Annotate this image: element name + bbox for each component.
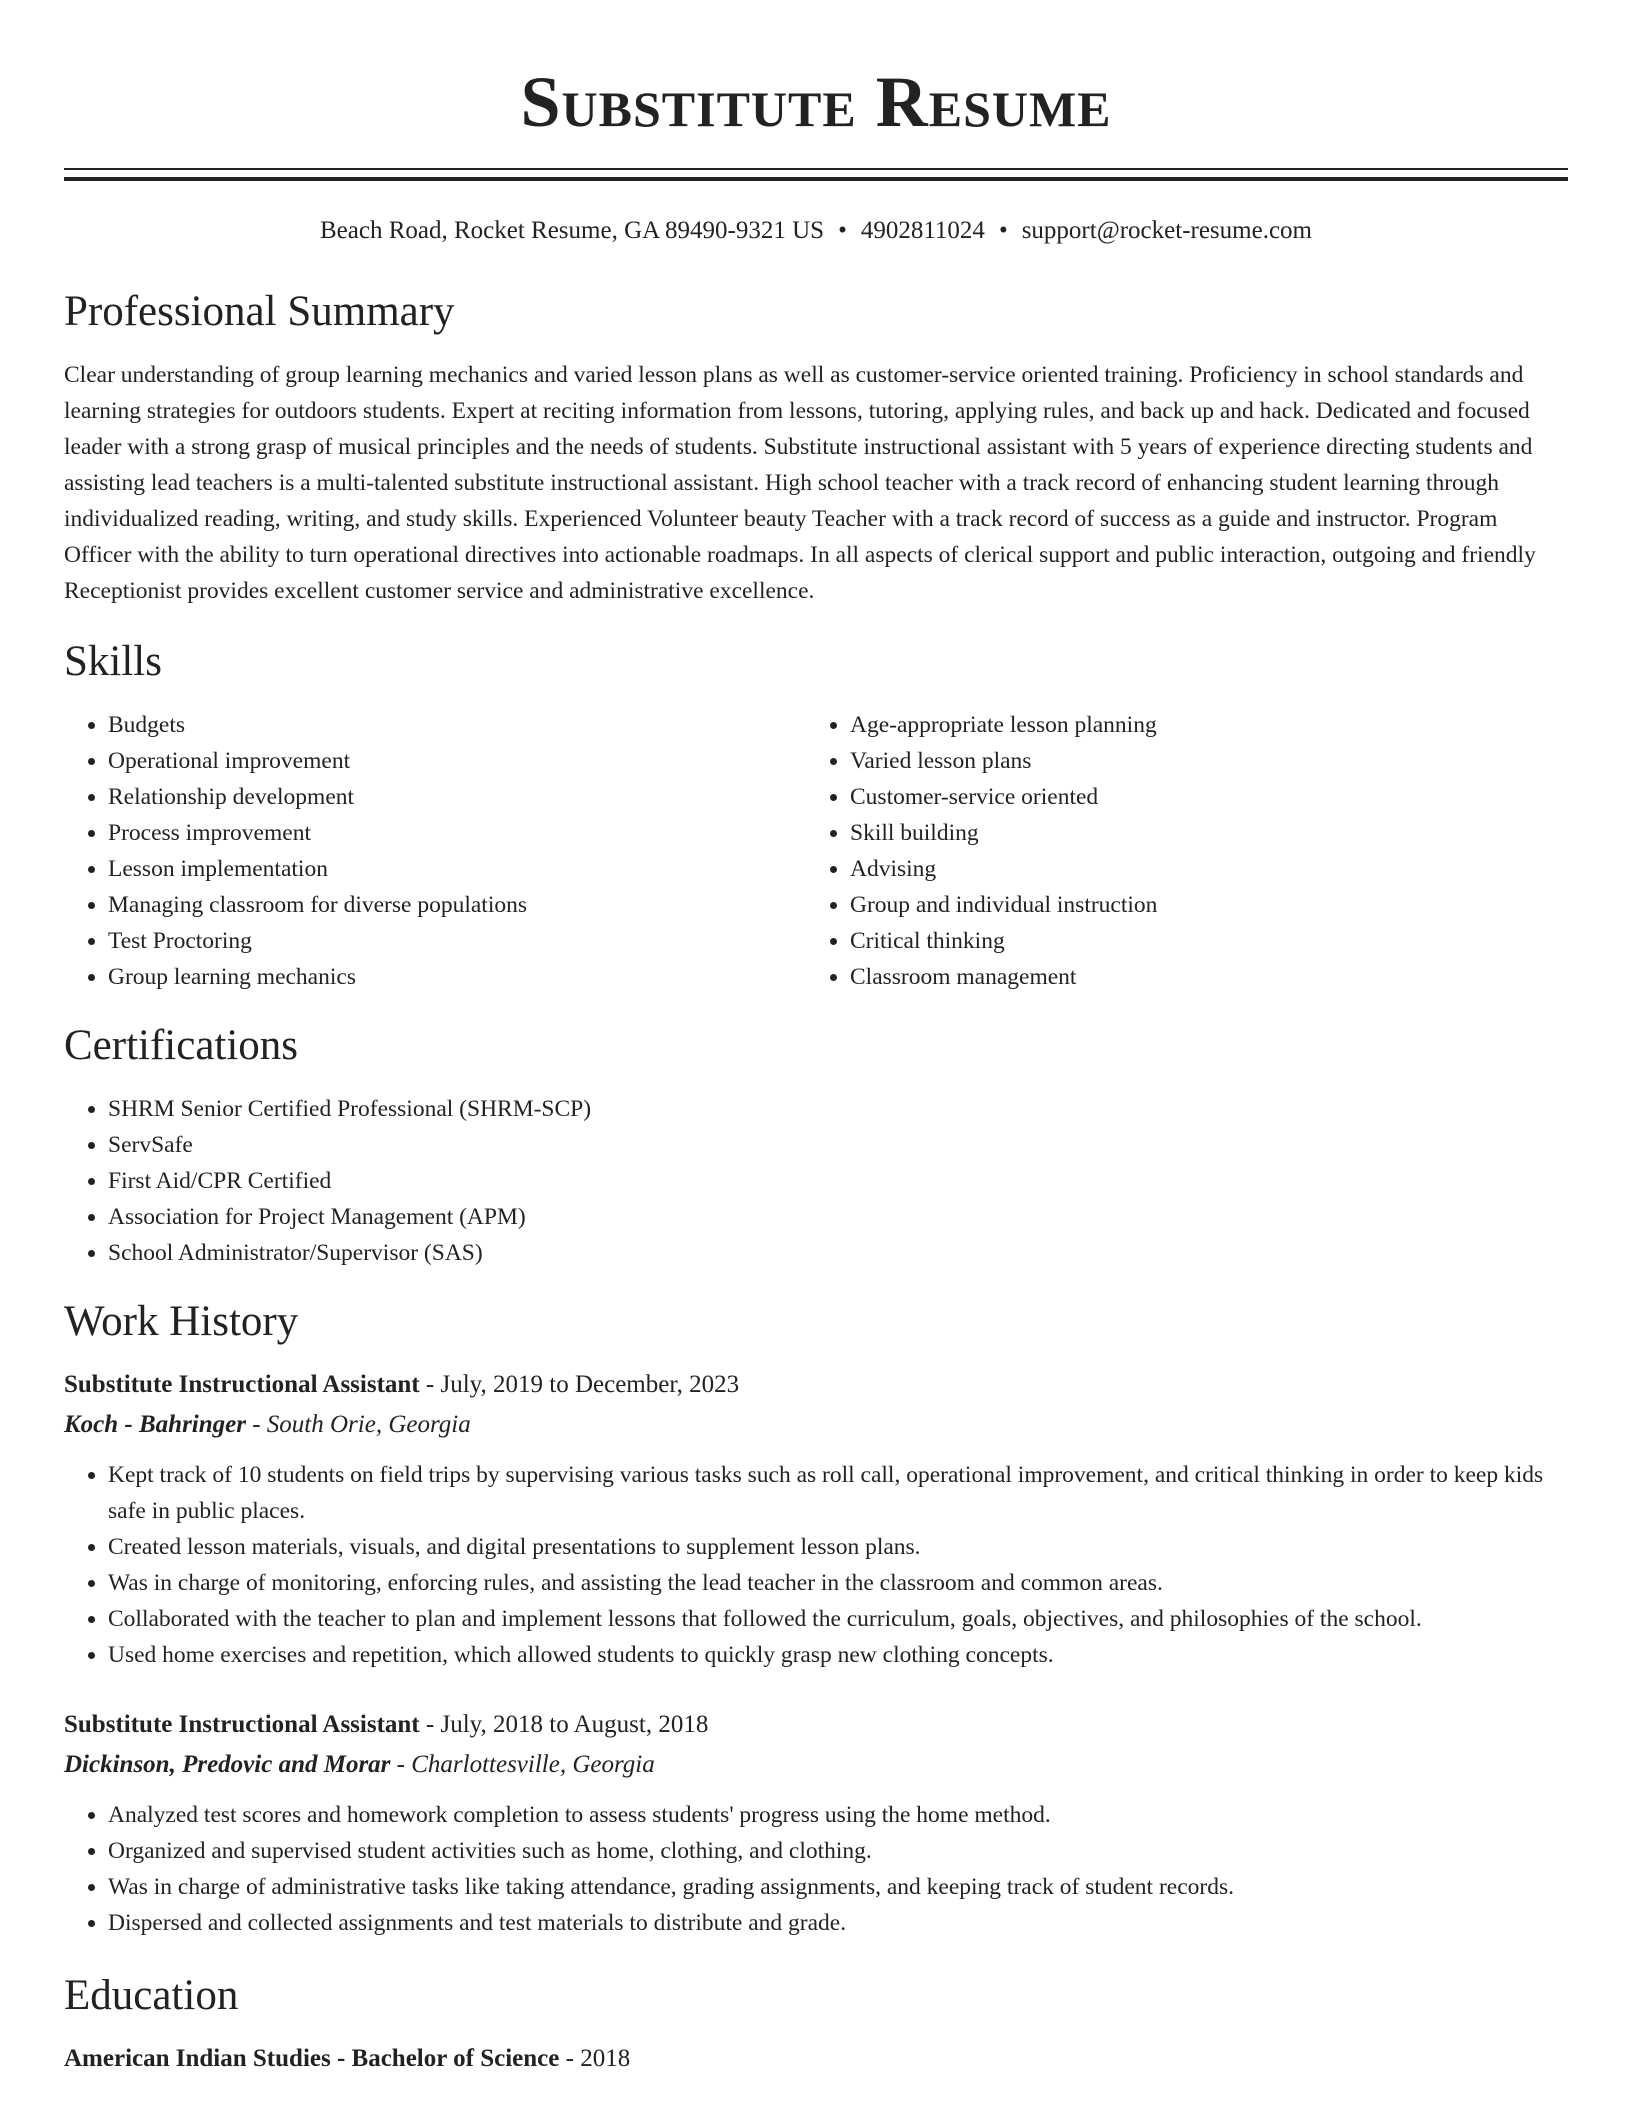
job-title-line — [64, 1707, 1568, 1743]
education-degree: American Indian Studies - Bachelor of Science — [64, 2045, 560, 2072]
skill-item: • Critical thinking — [850, 923, 1548, 959]
skills-section — [64, 637, 1568, 995]
job-bullet: • Was in charge of monitoring, enforcing rules, and assisting the lead teacher in the classroom and common areas. — [108, 1565, 1568, 1601]
job-bullet: • Kept track of 10 students on field trips by supervising various tasks such as roll call, operational improvement, and critical thinking in order to keep kids safe in public places. — [108, 1457, 1568, 1529]
section-heading-skills: Skills — [64, 638, 162, 685]
skills-column-left — [64, 707, 806, 995]
section-heading-work-history: Work History — [64, 1298, 299, 1345]
resume-title: Substitute Resume — [520, 62, 1112, 142]
job-employer-line — [64, 1747, 1568, 1783]
certification-item: • Association for Project Management (APM) — [108, 1199, 1568, 1235]
title-divider-thick — [64, 177, 1568, 181]
section-heading-summary: Professional Summary — [64, 288, 455, 335]
job-dates: - July, 2019 to December, 2023 — [419, 1371, 740, 1398]
professional-summary-section — [64, 287, 1568, 609]
job-entry — [64, 1707, 1568, 1941]
contact-line — [64, 215, 1568, 247]
job-company: Koch - Bahringer — [64, 1411, 246, 1438]
job-bullet: • Analyzed test scores and homework completion to assess students' progress using the home method. — [108, 1797, 1568, 1833]
job-entry — [64, 1367, 1568, 1673]
job-location: - South Orie, Georgia — [245, 1411, 471, 1438]
skill-item: • Group learning mechanics — [108, 959, 806, 995]
job-location: - Charlottesville, Georgia — [390, 1751, 655, 1778]
skill-item: • Varied lesson plans — [850, 743, 1548, 779]
skills-list-right — [806, 707, 1548, 995]
resume-page — [64, 0, 1568, 2077]
section-heading-education: Education — [64, 1972, 239, 2019]
job-company: Dickinson, Predovic and Morar — [64, 1751, 391, 1778]
skill-item: • Lesson implementation — [108, 851, 806, 887]
job-title-line — [64, 1367, 1568, 1403]
job-employer-line — [64, 1407, 1568, 1443]
summary-text: Clear understanding of group learning mechanics and varied lesson plans as well as customer-service oriented training. Proficiency in school standards and learning strategies for outdoors students. Expert at reciting information from lessons, tutoring, applying rules, and back up and hack. Dedicated and focused leader with a strong grasp of musical principles and the needs of students. Substitute instructional assistant with 5 years of experience directing students and assisting lead teachers is a multi-talented substitute instructional assistant. High school teacher with a track record of enhancing student learning through individualized reading, writing, and study skills. Experienced Volunteer beauty Teacher with a track record of success as a guide and instructor. Program Officer with the ability to turn operational directives into actionable roadmaps. In all aspects of clerical support and public interaction, outgoing and friendly Receptionist provides excellent customer service and administrative excellence. — [64, 362, 1536, 604]
skill-item: • Process improvement — [108, 815, 806, 851]
job-bullet-list — [64, 1797, 1568, 1941]
skill-item: • Managing classroom for diverse populations — [108, 887, 806, 923]
skill-item: • Classroom management — [850, 959, 1548, 995]
skill-item: • Skill building — [850, 815, 1548, 851]
job-bullet: • Used home exercises and repetition, which allowed students to quickly grasp new clothing concepts. — [108, 1637, 1568, 1673]
job-title: Substitute Instructional Assistant — [64, 1711, 420, 1738]
skill-item: • Customer-service oriented — [850, 779, 1548, 815]
job-bullet-list — [64, 1457, 1568, 1673]
job-bullet: • Created lesson materials, visuals, and digital presentations to supplement lesson plans. — [108, 1529, 1568, 1565]
contact-separator: • — [838, 217, 847, 244]
skill-item: • Relationship development — [108, 779, 806, 815]
skill-item: • Age-appropriate lesson planning — [850, 707, 1548, 743]
certification-item: • First Aid/CPR Certified — [108, 1163, 1568, 1199]
skill-item: • Advising — [850, 851, 1548, 887]
certification-item: • ServSafe — [108, 1127, 1568, 1163]
skill-item: • Operational improvement — [108, 743, 806, 779]
job-title: Substitute Instructional Assistant — [64, 1371, 420, 1398]
skills-column-right — [806, 707, 1548, 995]
certification-item: • School Administrator/Supervisor (SAS) — [108, 1235, 1568, 1271]
skill-item: • Test Proctoring — [108, 923, 806, 959]
contact-separator: • — [998, 217, 1008, 244]
certifications-section — [64, 1021, 1568, 1271]
skills-list-left — [64, 707, 806, 995]
education-section — [64, 1971, 1568, 2077]
job-dates: - July, 2018 to August, 2018 — [419, 1711, 709, 1738]
education-year: - 2018 — [559, 2045, 631, 2072]
contact-phone: 4902811024 — [860, 217, 985, 244]
work-history-section — [64, 1297, 1568, 1941]
education-entry — [64, 2041, 1568, 2077]
certifications-list — [64, 1091, 1568, 1271]
certification-item: • SHRM Senior Certified Professional (SHRM-SCP) — [108, 1091, 1568, 1127]
section-heading-certifications: Certifications — [64, 1022, 299, 1069]
contact-email: support@rocket-resume.com — [1021, 217, 1312, 244]
job-bullet: • Collaborated with the teacher to plan and implement lessons that followed the curriculum, goals, objectives, and philosophies of the school. — [108, 1601, 1568, 1637]
contact-address: Beach Road, Rocket Resume, GA 89490-9321 US — [319, 217, 825, 244]
skill-item: • Group and individual instruction — [850, 887, 1548, 923]
skill-item: • Budgets — [108, 707, 806, 743]
job-bullet: • Dispersed and collected assignments and test materials to distribute and grade. — [108, 1905, 1568, 1941]
skills-grid — [64, 707, 1568, 995]
title-divider-thin — [64, 168, 1568, 170]
job-bullet: • Organized and supervised student activities such as home, clothing, and clothing. — [108, 1833, 1568, 1869]
job-bullet: • Was in charge of administrative tasks like taking attendance, grading assignments, and keeping track of student records. — [108, 1869, 1568, 1905]
